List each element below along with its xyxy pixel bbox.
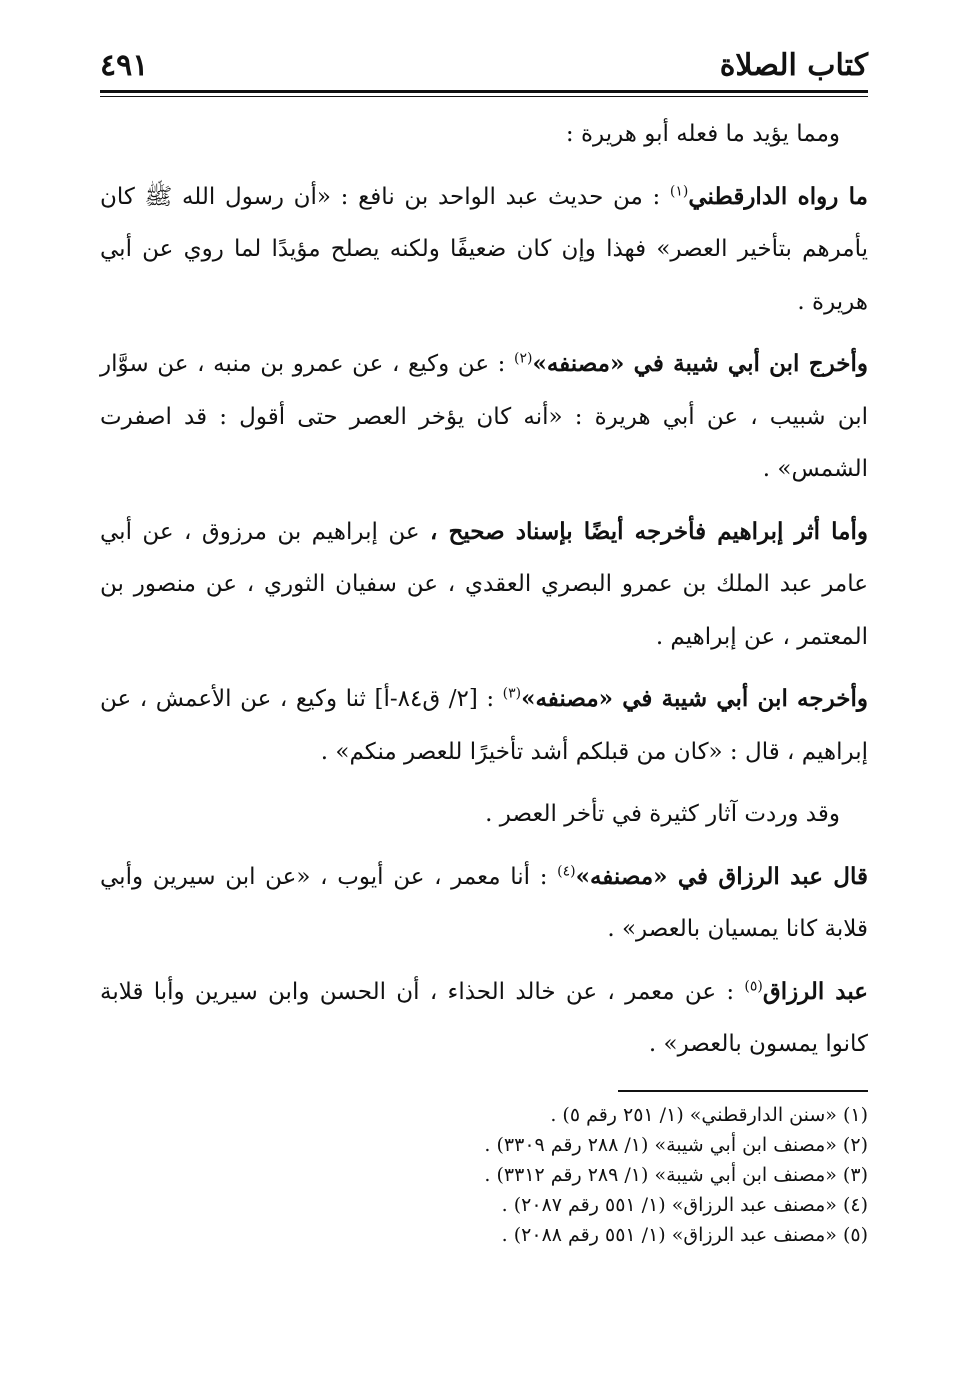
footnote-1: (١) «سنن الدارقطني» (١/ ٢٥١ رقم ٥) .: [550, 1104, 868, 1126]
paragraph-1-text: ومما يؤيد ما فعله أبو هريرة :: [565, 121, 840, 147]
header-rule-thick: [100, 90, 868, 93]
paragraph-8-text: : عن معمر ، عن خالد الحذاء ، أن الحسن وابن سيرين وأبا قلابة كانوا يمسون بالعصر» .: [100, 978, 868, 1057]
paragraph-4-lead: وأما أثر إبراهيم فأخرجه أيضًا بإسناد صحيح ،: [429, 517, 868, 545]
paragraph-8: [100, 966, 868, 1071]
running-title: كتاب الصلاة: [719, 47, 868, 83]
footnote-ref-4[interactable]: (٤): [557, 862, 576, 879]
footnotes: [100, 1100, 868, 1250]
paragraph-4: [100, 506, 868, 664]
paragraph-7-text: : أنا معمر ، عن أيوب ، «عن ابن سيرين وأبي قلابة كانا يمسيان بالعصر» .: [100, 863, 868, 942]
paragraph-5: [100, 673, 868, 778]
paragraph-5-text: : [٢/ ق٨٤-أ] ثنا وكيع ، عن الأعمش ، عن إبراهيم ، قال : «كان من قبلكم أشد تأخيرًا للعصر منكم» .: [100, 686, 868, 765]
paragraph-2-lead: ما رواه الدارقطني: [688, 182, 868, 210]
paragraph-1: [100, 108, 868, 161]
paragraph-3: [100, 338, 868, 496]
footnote-3: (٣) «مصنف ابن أبي شيبة» (١/ ٢٨٩ رقم ٣٣١٢) .: [484, 1164, 868, 1186]
paragraph-3-text: : عن وكيع ، عن عمرو بن منبه ، عن سوَّار ابن شبيب ، عن أبي هريرة : «أنه كان يؤخر العصر حتى أقول : قد اصفرت الشمس» .: [100, 351, 868, 482]
paragraph-3-lead: وأخرج ابن أبي شيبة في «مصنفه»: [532, 350, 868, 377]
paragraph-7: [100, 851, 868, 956]
footnote-ref-2[interactable]: (٢): [513, 350, 533, 367]
paragraph-5-lead: وأخرجه ابن أبي شيبة في «مصنفه»: [521, 685, 869, 712]
page-header: [100, 40, 868, 90]
footnote-separator: [618, 1090, 868, 1092]
footnote-4: (٤) «مصنف عبد الرزاق» (١/ ٥٥١ رقم ٢٠٨٧) .: [501, 1194, 868, 1216]
paragraph-4-text: عن إبراهيم بن مرزوق ، عن أبي عامر عبد الملك بن عمرو البصري العقدي ، عن سفيان الثوري ، عن منصور بن المعتمر ، عن إبراهيم .: [100, 518, 868, 650]
footnote-ref-1[interactable]: (١): [669, 182, 689, 199]
footnote-ref-3[interactable]: (٣): [502, 685, 522, 702]
header-rule-thin: [100, 96, 868, 97]
footnote-5: (٥) «مصنف عبد الرزاق» (١/ ٥٥١ رقم ٢٠٨٨) .: [501, 1224, 868, 1246]
footnote-ref-5[interactable]: (٥): [744, 977, 763, 994]
paragraph-2: [100, 171, 868, 329]
page-number: ٤٩١: [100, 47, 149, 83]
main-text: [100, 108, 868, 1081]
paragraph-6: [100, 788, 868, 841]
footnote-2: (٢) «مصنف ابن أبي شيبة» (١/ ٢٨٨ رقم ٣٣٠٩) .: [484, 1134, 868, 1156]
paragraph-6-text: وقد وردت آثار كثيرة في تأخر العصر .: [485, 801, 840, 827]
paragraph-8-lead: عبد الرزاق: [762, 977, 868, 1005]
paragraph-2-text: : من حديث عبد الواحد بن نافع : «أن رسول الله ﷺ كان يأمرهم بتأخير العصر» فهذا وإن كان ضعيفًا ولكنه يصلح مؤيدًا لما روي عن أبي هريرة .: [100, 183, 868, 315]
paragraph-7-lead: قال عبد الرزاق في «مصنفه»: [575, 862, 868, 890]
